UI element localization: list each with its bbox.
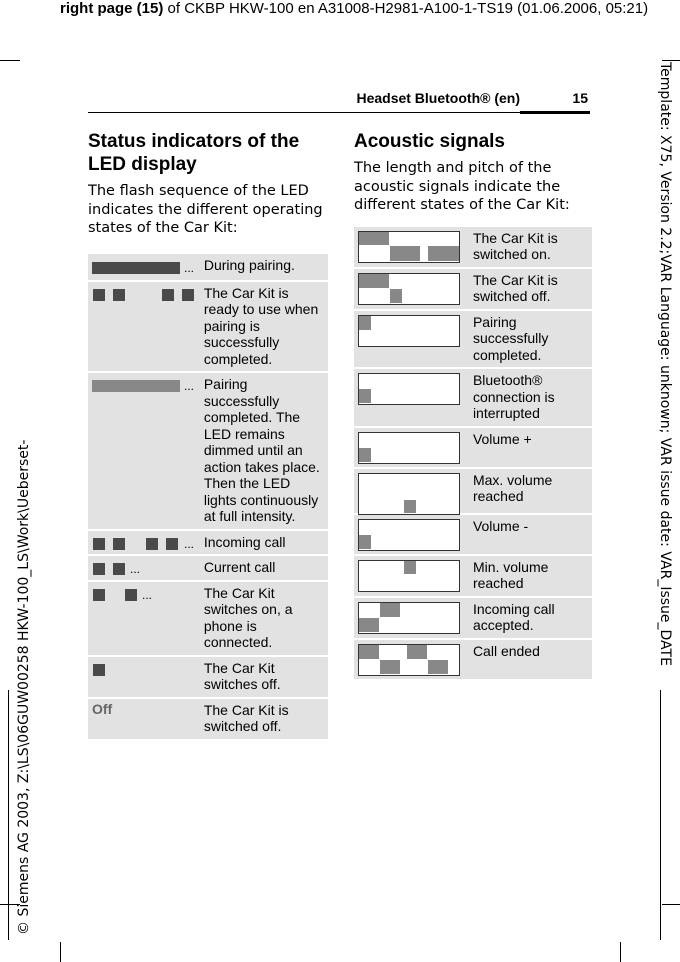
signal-desc: Min. volume reached <box>467 556 592 596</box>
signal-desc: Pairing successfully completed. <box>467 311 592 368</box>
table-row <box>88 657 328 697</box>
table-row <box>354 598 592 638</box>
led-pattern: ... <box>88 531 198 555</box>
crop-mark <box>662 60 680 61</box>
signal-pattern <box>354 598 467 638</box>
crop-mark <box>662 904 680 905</box>
signal-desc: Max. volume reached <box>467 469 592 513</box>
side-rule <box>8 690 9 940</box>
table-row <box>354 227 592 267</box>
print-header-page: right page (15) <box>60 0 164 17</box>
running-head <box>340 88 590 108</box>
crop-mark <box>60 942 61 962</box>
led-pattern <box>88 657 198 697</box>
table-row <box>354 269 592 309</box>
running-head-rule <box>88 112 590 113</box>
signal-pattern <box>354 515 467 554</box>
crop-mark <box>0 60 20 61</box>
table-row <box>354 515 592 554</box>
side-rule <box>660 690 661 940</box>
led-pattern: ... <box>88 556 198 580</box>
signal-desc: Volume - <box>467 515 592 554</box>
table-row <box>88 531 328 555</box>
led-desc: The Car Kit is switched off. <box>198 699 328 739</box>
table-row <box>354 428 592 467</box>
signal-pattern <box>354 469 467 513</box>
copyright-path: © Siemens AG 2003, Z:\LS\06GUW00258 HKW-100_LS\Work\Ueberset- <box>16 439 32 935</box>
signal-desc: Call ended <box>467 640 592 679</box>
signal-pattern <box>354 311 467 368</box>
led-desc: The Car Kit switches off. <box>198 657 328 697</box>
table-row <box>88 582 328 655</box>
acoustic-table <box>354 225 592 681</box>
table-row <box>88 699 328 739</box>
led-pattern <box>88 282 198 372</box>
led-table <box>88 252 328 741</box>
signal-pattern <box>354 269 467 309</box>
table-row <box>88 373 328 529</box>
template-info: Template: X75, Version 2.2;VAR Language: unknown; VAR issue date: VAR_Issue_DATE <box>657 62 673 666</box>
led-intro: The flash sequence of the LED indicates the different operating states of the Car Kit: <box>88 183 323 236</box>
led-heading: Status indicators of the LED display <box>88 131 300 175</box>
led-pattern: ... <box>88 373 198 529</box>
signal-desc: Bluetooth® connection is interrupted <box>467 369 592 426</box>
running-head-title: Headset Bluetooth® (en) <box>356 90 520 106</box>
led-pattern: ... <box>88 582 198 655</box>
signal-desc: The Car Kit is switched on. <box>467 227 592 267</box>
crop-mark <box>620 942 621 962</box>
acoustic-section <box>354 130 592 681</box>
print-header-info: of CKBP HKW-100 en A31008-H2981-A100-1-TS19 (01.06.2006, 05:21) <box>163 0 649 17</box>
led-desc: The Car Kit is ready to use when pairing is successfully completed. <box>198 282 328 372</box>
print-header <box>60 0 680 20</box>
led-desc: The Car Kit switches on, a phone is connected. <box>198 582 328 655</box>
off-label: Off <box>92 700 113 717</box>
signal-pattern <box>354 428 467 467</box>
table-row <box>354 469 592 513</box>
acoustic-heading: Acoustic signals <box>354 131 505 152</box>
led-desc: Pairing successfully completed. The LED remains dimmed until an action takes place. Then the LED lights continuously at full intensity. <box>198 373 328 529</box>
led-pattern <box>88 699 198 739</box>
table-row <box>88 254 328 280</box>
running-head-rule-thick <box>520 111 590 114</box>
table-row <box>88 556 328 580</box>
acoustic-intro: The length and pitch of the acoustic signals indicate the different states of the Car Kit: <box>354 160 570 213</box>
table-row <box>354 369 592 426</box>
led-desc: During pairing. <box>198 254 328 280</box>
led-pattern: ... <box>88 254 198 280</box>
signal-desc: Incoming call accepted. <box>467 598 592 638</box>
table-row <box>354 556 592 596</box>
table-row <box>354 311 592 368</box>
signal-pattern <box>354 556 467 596</box>
signal-desc: The Car Kit is switched off. <box>467 269 592 309</box>
led-desc: Current call <box>198 556 328 580</box>
table-row <box>354 640 592 679</box>
page-number: 15 <box>572 90 588 106</box>
table-row <box>88 282 328 372</box>
signal-pattern <box>354 227 467 267</box>
signal-pattern <box>354 640 467 679</box>
signal-desc: Volume + <box>467 428 592 467</box>
signal-pattern <box>354 369 467 426</box>
led-desc: Incoming call <box>198 531 328 555</box>
led-section <box>88 130 328 741</box>
